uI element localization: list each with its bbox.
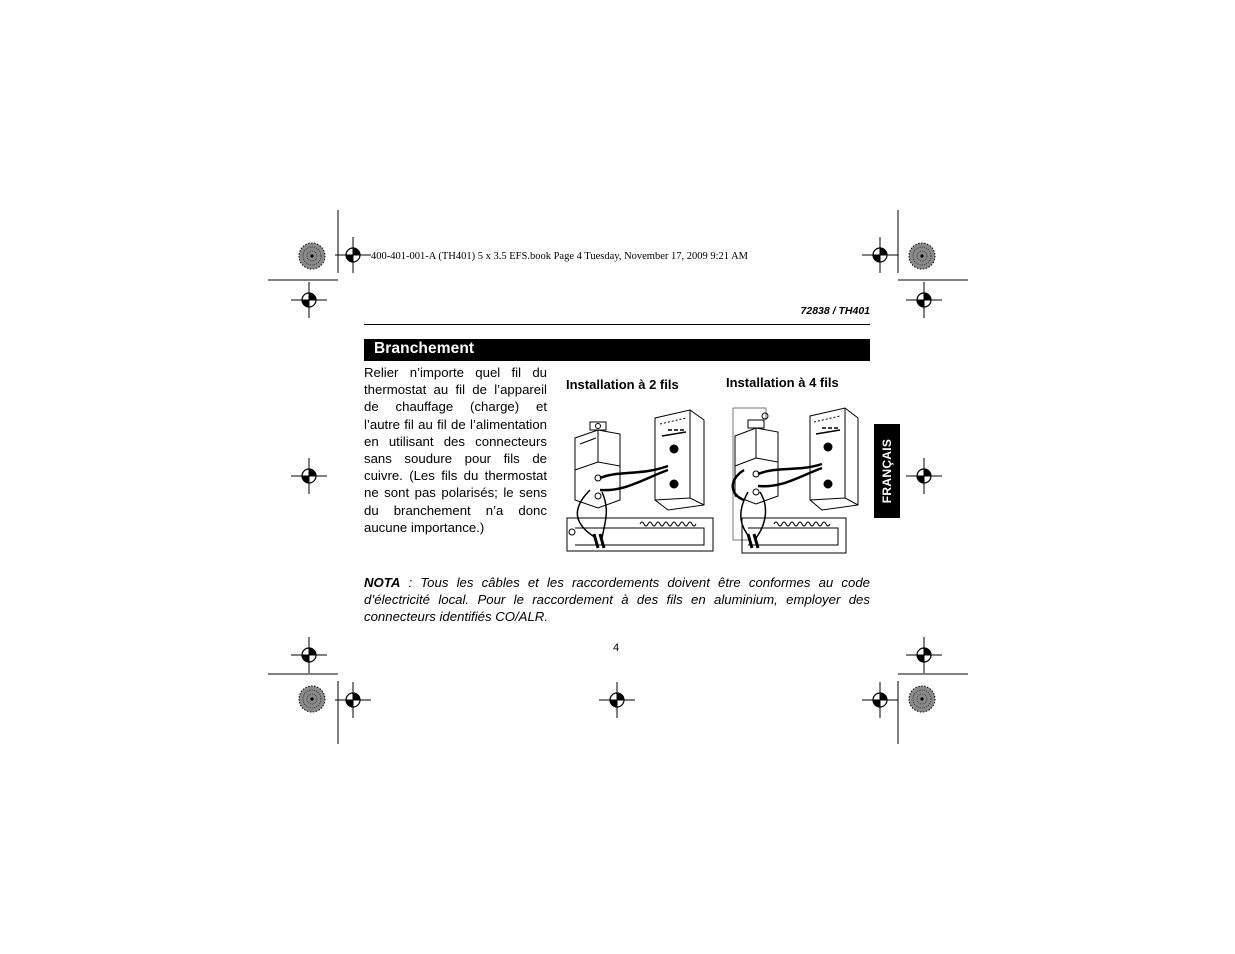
four-wire-caption: Installation à 4 fils bbox=[726, 375, 839, 390]
note-text: : Tous les câbles et les raccordements doivent être conformes au code d’électricité local. Pour le raccordement à des fils en aluminium, employer des connecteurs identifiés CO/ALR. bbox=[364, 575, 870, 625]
language-tab bbox=[874, 424, 900, 518]
two-wire-caption: Installation à 2 fils bbox=[566, 377, 679, 392]
four-wire-diagram bbox=[733, 408, 858, 553]
two-wire-diagram bbox=[567, 410, 713, 551]
note-label: NOTA bbox=[364, 575, 401, 590]
header-rule bbox=[364, 324, 870, 325]
section-header-bar bbox=[364, 339, 870, 361]
note-paragraph bbox=[364, 574, 870, 626]
page-number: 4 bbox=[613, 642, 620, 654]
book-info-line: 400-401-001-A (TH401) 5 x 3.5 EFS.book Page 4 Tuesday, November 17, 2009 9:21 AM bbox=[371, 251, 749, 262]
section-title: Branchement bbox=[374, 340, 475, 357]
wiring-instructions: Relier n’importe quel fil du thermostat au fil de l’appareil de chauffage (charge) et l’autre fil au fil de l’alimentation en utilisant des connecteurs sans soudure pour fils de cuivre. (Les fils du thermostat ne sont pas polarisés; le sens du branchement n’a donc aucune importance.) bbox=[364, 365, 547, 535]
model-number: 72838 / TH401 bbox=[800, 305, 870, 317]
language-tab-label: FRANÇAIS bbox=[880, 438, 894, 504]
